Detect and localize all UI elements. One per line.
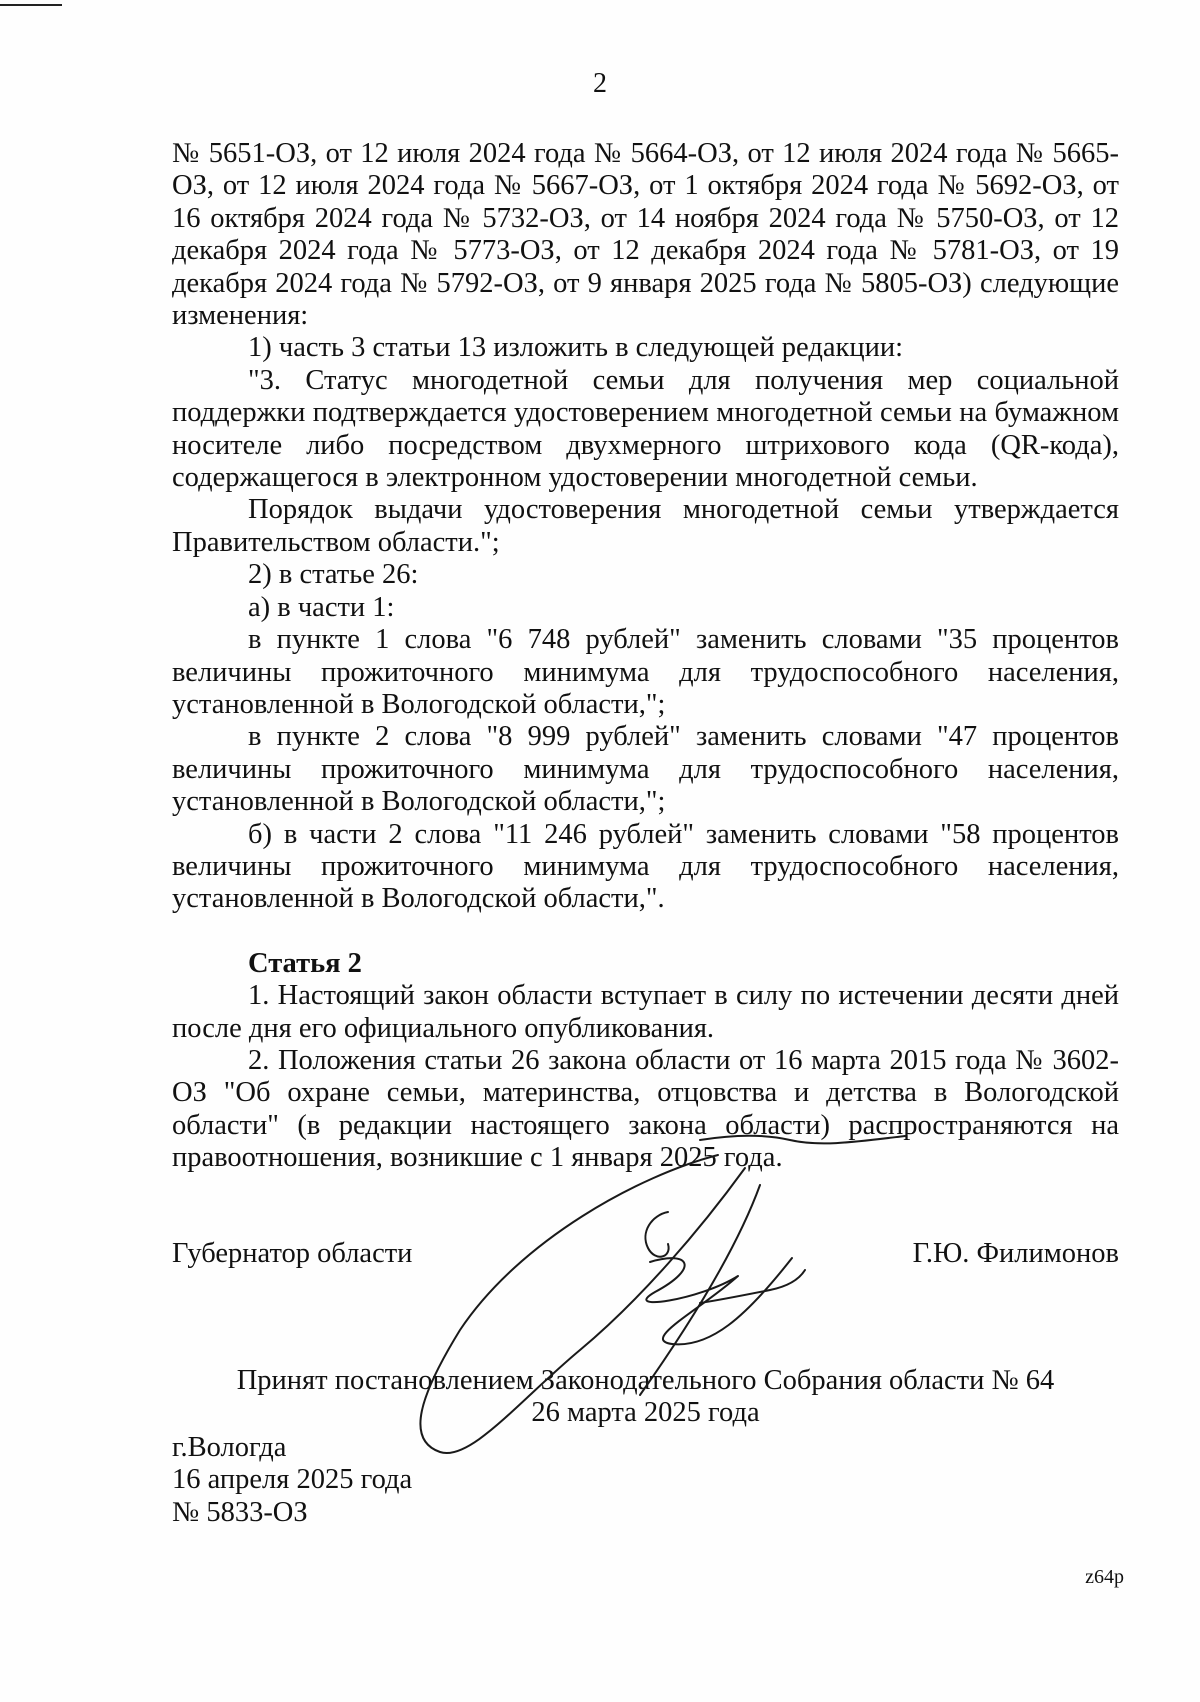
point-2-paragraph: в пункте 2 слова "8 999 рублей" заменить словами "47 процентов величины прожиточного минимума для трудоспособного населения, установленной в Вологодской области,"; [172, 721, 1119, 818]
signature-stroke-diagonal [640, 1185, 760, 1395]
subitem-a-paragraph: а) в части 1: [248, 591, 395, 623]
document-footer [172, 1432, 412, 1529]
signer-title: Губернатор области [172, 1238, 413, 1269]
document-body [172, 138, 1119, 1175]
scan-corner-mark [0, 4, 62, 6]
article-2-heading: Статья 2 [248, 947, 362, 979]
signature-stroke-flourish [700, 1270, 805, 1303]
point-1-paragraph: в пункте 1 слова "6 748 рублей" заменить словами "35 процентов величины прожиточного минимума для трудоспособного населения, установленной в Вологодской области,"; [172, 624, 1119, 720]
issuance-order-paragraph: Порядок выдачи удостоверения многодетной семьи утверждается Правительством области."; [172, 494, 1119, 558]
document-code: z64p [1085, 1566, 1124, 1588]
adoption-line-1: Принят постановлением Законодательного Собрания области № 64 [236, 1365, 1055, 1396]
signer-name: Г.Ю. Филимонов [912, 1238, 1119, 1269]
item-1-paragraph: 1) часть 3 статьи 13 изложить в следующей редакции: [248, 332, 903, 364]
item-2-paragraph: 2) в статье 26: [248, 559, 419, 591]
article-2-paragraph-2: 2. Положения статьи 26 закона области от 16 марта 2015 года № 3602-ОЗ "Об охране семьи, материнства, отцовства и детства в Вологодской области" (в редакции настоящего закона области) распространяются на правоотношения, возникшие с 1 января 2025 года. [172, 1044, 1119, 1174]
subitem-b-paragraph: б) в части 2 слова "11 246 рублей" заменить словами "58 процентов величины прожиточного минимума для трудоспособного населения, установленной в Вологодской области,". [172, 818, 1119, 915]
signature-block [172, 1238, 1119, 1274]
amendment-list-paragraph: № 5651-ОЗ, от 12 июля 2024 года № 5664-ОЗ, от 12 июля 2024 года № 5665-ОЗ, от 12 июля 2024 года № 5667-ОЗ, от 1 октября 2024 года № 5692-ОЗ, от 16 октября 2024 года № 5732-ОЗ, от 14 ноября 2024 года № 5750-ОЗ, от 12 декабря 2024 года № 5773-ОЗ, от 12 декабря 2024 года № 5781-ОЗ, от 19 декабря 2024 года № 5792-ОЗ, от 9 января 2025 года № 5805-ОЗ) следующие изменения: [172, 138, 1119, 332]
adoption-line-2: 26 марта 2025 года [531, 1397, 760, 1429]
footer-number: № 5833-ОЗ [172, 1496, 308, 1528]
article-2-paragraph-1: 1. Настоящий закон области вступает в силу по истечении десяти дней после дня его официального опубликования. [172, 980, 1119, 1044]
adoption-note [172, 1365, 1119, 1430]
page-number: 2 [593, 68, 607, 99]
footer-city: г.Вологда [172, 1432, 287, 1463]
footer-date: 16 апреля 2025 года [172, 1464, 413, 1496]
quoted-part-3-paragraph: "3. Статус многодетной семьи для получения мер социальной поддержки подтверждается удостоверением многодетной семьи на бумажном носителе либо посредством двухмерного штрихового кода (QR-кода), содержащегося в электронном удостоверении многодетной семьи. [172, 364, 1119, 494]
